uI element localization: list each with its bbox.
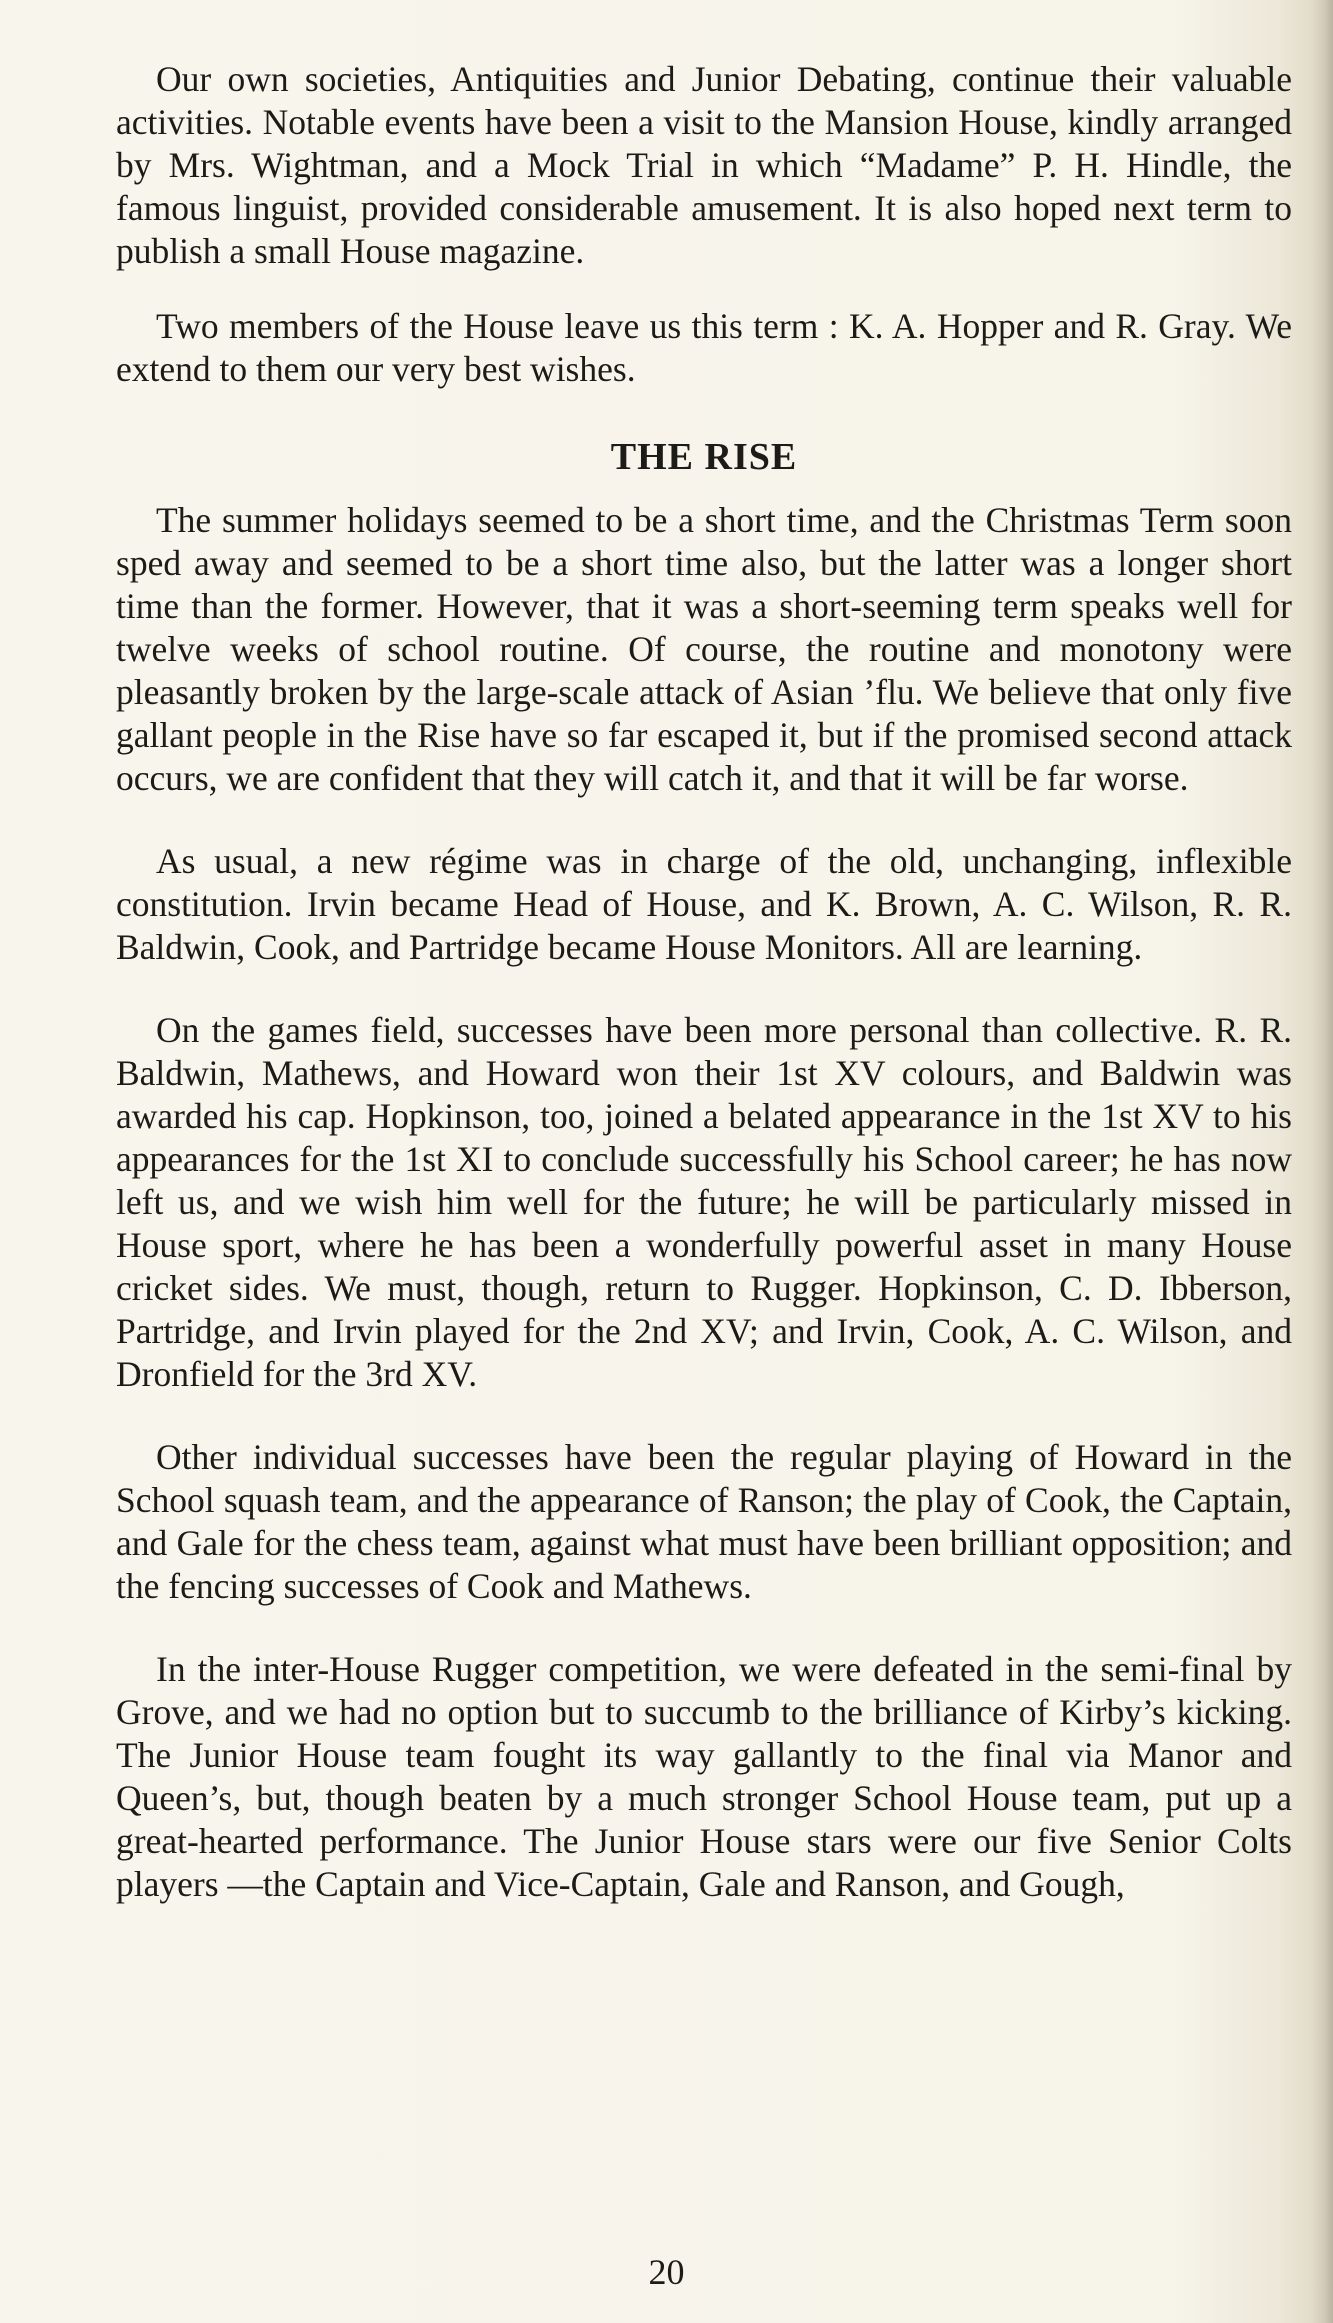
section-heading: THE RISE xyxy=(610,436,798,478)
paragraph-leavers: Two members of the House leave us this term : K. A. Hopper and R. Gray. We extend to them our very best wishes. xyxy=(116,306,1292,389)
page-edge-shadow xyxy=(1311,0,1333,2323)
page-number: 20 xyxy=(648,2252,685,2292)
text-column xyxy=(116,58,1292,1906)
paragraph-rugger: In the inter-House Rugger competition, we were defeated in the semi-final by Grove, and we had no option but to succumb to the brilliance of Kirby’s kicking. The Junior House team fought its way gallantly to the final via Manor and Queen’s, but, though beaten by a much stronger School House team, put up a great-hearted performance. The Junior House stars were our five Senior Colts players —the Captain and Vice-Captain, Gale and Ranson, and Gough, xyxy=(116,1649,1292,1904)
paragraph-term: The summer holidays seemed to be a short time, and the Christmas Term soon sped away and seemed to be a short time also, but the latter was a longer short time than the former. However, that it was a short-seeming term speaks well for twelve weeks of school routine. Of course, the routine and monotony were pleasantly broken by the large-scale attack of Asian ’flu. We believe that only five gallant people in the Rise have so far escaped it, but if the promised second attack occurs, we are confident that they will catch it, and that it will be far worse. xyxy=(116,500,1292,798)
paragraph-games: On the games field, successes have been more personal than collective. R. R. Baldwin, Mathews, and Howard won their 1st XV colours, and Baldwin was awarded his cap. Hopkinson, too, joined a belated appearance in the 1st XV to his appearances for the 1st XI to conclude successfully his School career; he has now left us, and we wish him well for the future; he will be particularly missed in House sport, where he has been a wonderfully powerful asset in many House cricket sides. We must, though, return to Rugger. Hopkinson, C. D. Ibberson, Partridge, and Irvin played for the 2nd XV; and Irvin, Cook, A. C. Wilson, and Dronfield for the 3rd XV. xyxy=(116,1010,1292,1394)
paragraph-regime: As usual, a new régime was in charge of the old, unchanging, inflexible constitution. Irvin became Head of House, and K. Brown, A. C. Wilson, R. R. Baldwin, Cook, and Partridge became House Monitors. All are learning. xyxy=(116,841,1292,967)
paragraph-societies: Our own societies, Antiquities and Junior Debating, continue their valuable activities. Notable events have been a visit to the Mansion House, kindly arranged by Mrs. Wightman, and a Mock Trial in which “Madame” P. H. Hindle, the famous linguist, provided considerable amusement. It is also hoped next term to publish a small House magazine. xyxy=(116,59,1292,271)
paragraph-individual: Other individual successes have been the regular playing of Howard in the School squash team, and the appearance of Ranson; the play of Cook, the Captain, and Gale for the chess team, against what must have been brilliant opposition; and the fencing successes of Cook and Mathews. xyxy=(116,1437,1292,1606)
